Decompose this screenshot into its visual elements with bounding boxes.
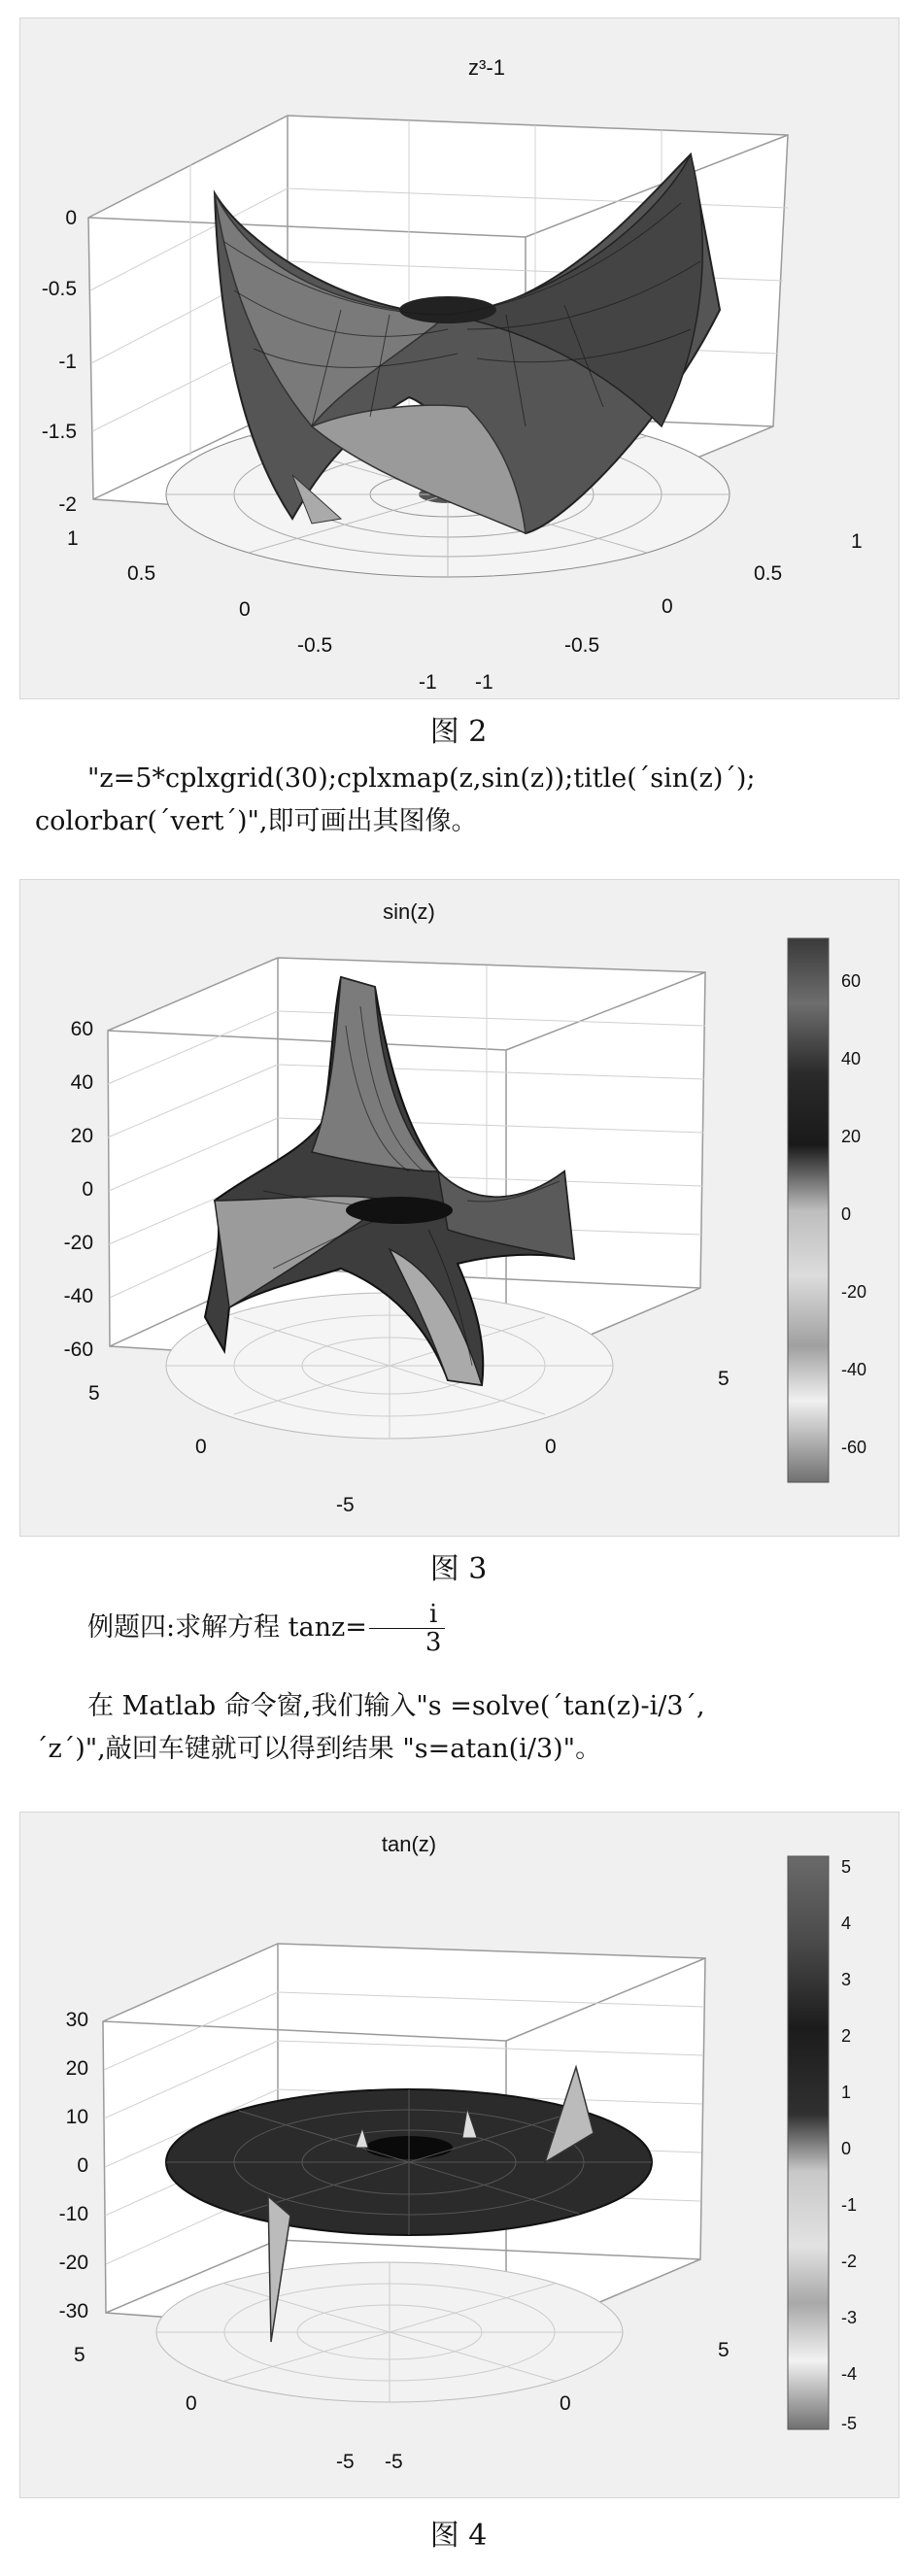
y-tick: -1 [475, 671, 493, 694]
colorbar-tick: 60 [841, 971, 862, 991]
colorbar-tick: -60 [841, 1438, 867, 1457]
y-tick: 0 [662, 595, 673, 618]
z-tick: 0 [77, 2154, 88, 2177]
text-line: 在 Matlab 命令窗,我们输入"s =solve(´tan(z)-i/3´, [87, 1691, 705, 1721]
colorbar [788, 938, 829, 1482]
z-tick: -0.5 [41, 278, 77, 300]
y-tick: 5 [718, 1368, 730, 1390]
figure-2-surface-plot [20, 18, 899, 698]
z-tick: 30 [65, 2009, 88, 2031]
z-tick: 20 [65, 2057, 88, 2080]
x-tick: 0 [195, 1436, 207, 1458]
figure-3 [19, 879, 900, 1537]
colorbar-tick: 0 [841, 1204, 852, 1224]
colorbar-tick: 2 [841, 2026, 852, 2046]
figure-2-caption: 图 2 [429, 715, 488, 749]
text-line: "z=5*cplxgrid(30);cplxmap(z,sin(z));title(´sin(z)´); [87, 763, 756, 794]
colorbar-tick: 0 [841, 2139, 852, 2158]
y-tick: 1 [851, 530, 863, 553]
x-tick: 0 [239, 598, 251, 621]
colorbar [788, 1856, 829, 2429]
z-tick: -1 [58, 351, 77, 373]
x-tick: 0.5 [127, 562, 156, 585]
colorbar-tick: -40 [841, 1360, 867, 1379]
figure-3-title: sin(z) [383, 899, 435, 924]
x-tick: 5 [74, 2344, 85, 2366]
colorbar-tick: 5 [841, 1857, 852, 1877]
z-tick: -20 [58, 2252, 88, 2274]
figure-4-caption: 图 4 [429, 2519, 488, 2553]
x-tick: 0 [186, 2392, 197, 2415]
paragraph-solve [35, 1685, 890, 1771]
colorbar-tick: -3 [841, 2308, 858, 2327]
colorbar-tick: -4 [841, 2364, 858, 2384]
paragraph-cplxmap [35, 758, 890, 843]
z-tick: 40 [70, 1071, 93, 1094]
figure-2-title: z³-1 [468, 55, 505, 80]
figure-4-surface-plot [20, 1813, 899, 2497]
figure-3-caption: 图 3 [429, 1552, 488, 1586]
z-tick: -60 [63, 1339, 93, 1361]
y-tick: -0.5 [564, 634, 600, 657]
x-tick: 1 [67, 527, 79, 550]
figure-3-surface-plot [20, 880, 899, 1536]
figure-4-title: tan(z) [381, 1832, 437, 1856]
z-tick: 0 [65, 207, 77, 229]
z-tick: -20 [63, 1232, 93, 1254]
y-tick: 0 [545, 1436, 557, 1458]
colorbar-tick: 1 [841, 2083, 852, 2102]
x-tick: 5 [88, 1382, 100, 1405]
z-tick: 60 [70, 1018, 93, 1040]
x-tick: -0.5 [297, 634, 333, 657]
y-tick: 0.5 [754, 562, 783, 585]
x-tick: -1 [419, 671, 437, 694]
fraction-denominator: 3 [425, 1628, 442, 1657]
colorbar-tick: 40 [841, 1049, 862, 1068]
colorbar-tick: -5 [841, 2414, 858, 2433]
example-text: 例题四:求解方程 tanz= [87, 1612, 367, 1643]
z-tick: -40 [63, 1285, 93, 1307]
z-tick: 0 [82, 1178, 93, 1201]
fraction-i-over-3 [369, 1601, 446, 1656]
z-tick: -1.5 [41, 421, 77, 443]
text-line: colorbar(´vert´)",即可画出其图像。 [35, 806, 478, 836]
colorbar-tick: -1 [841, 2195, 858, 2215]
text-line: ´z´)",敲回车键就可以得到结果 "s=atan(i/3)"。 [35, 1734, 602, 1764]
colorbar-tick: 20 [841, 1127, 862, 1146]
colorbar-tick: -2 [841, 2252, 858, 2271]
z-tick: -2 [58, 493, 77, 516]
contour-disk [166, 1293, 613, 1439]
colorbar-tick: 4 [841, 1914, 852, 1933]
z-tick: 10 [65, 2106, 88, 2128]
contour-disk [156, 2262, 623, 2402]
example-heading [35, 1601, 890, 1656]
z-tick: 20 [70, 1125, 93, 1147]
figure-2 [19, 17, 900, 699]
z-tick: -30 [58, 2300, 88, 2322]
x-tick: -5 [336, 2451, 355, 2473]
z-tick: -10 [58, 2203, 88, 2225]
fraction-numerator: i [369, 1601, 446, 1629]
y-tick: -5 [385, 2451, 403, 2473]
x-tick: -5 [336, 1494, 355, 1516]
y-tick: 0 [560, 2392, 571, 2415]
figure-4 [19, 1812, 900, 2498]
colorbar-tick: -20 [841, 1282, 867, 1302]
y-tick: 5 [718, 2339, 730, 2361]
colorbar-tick: 3 [841, 1970, 852, 1989]
